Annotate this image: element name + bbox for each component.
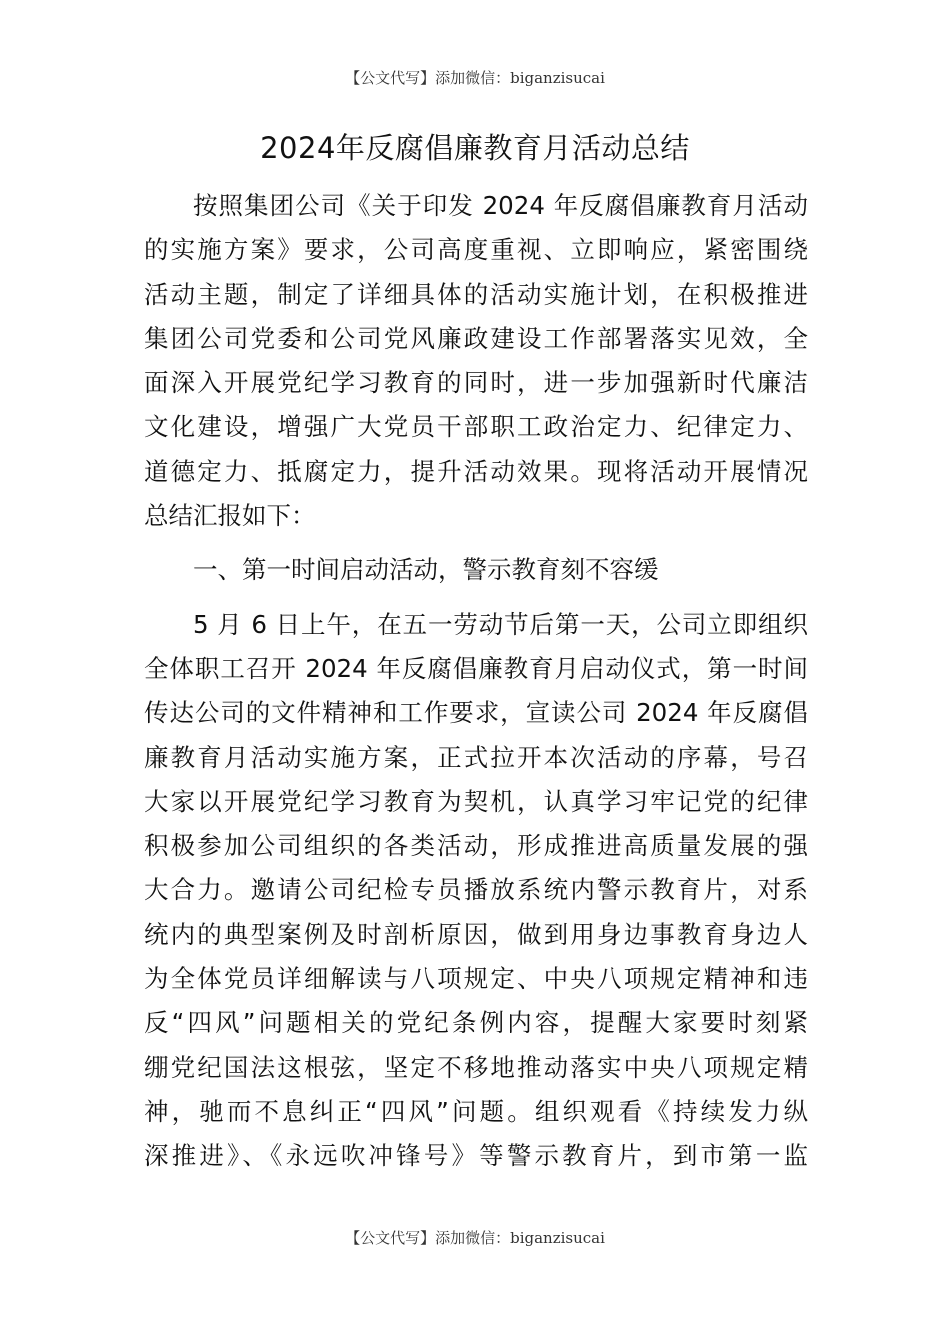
paragraph-intro <box>144 184 808 538</box>
text-line: 深推进》、《永远吹冲锋号》等警示教育片，到市第一监 <box>144 1141 808 1171</box>
text-line: 统内的典型案例及时剖析原因，做到用身边事教育身边人 <box>144 919 808 949</box>
text-line: 积极参加公司组织的各类活动，形成推进高质量发展的强 <box>144 831 808 861</box>
text-line: 廉教育月活动实施方案，正式拉开本次活动的序幕，号召 <box>144 742 808 772</box>
text-line: 文化建设，增强广大党员干部职工政治定力、纪律定力、 <box>144 412 808 442</box>
page-header-watermark: 【公文代写】添加微信：biganzisucai <box>345 69 605 87</box>
text-line: 道德定力、抵腐定力，提升活动效果。现将活动开展情况 <box>144 456 808 486</box>
section-heading-text: 一、第一时间启动活动，警示教育刻不容缓 <box>193 555 659 585</box>
text-line: 为全体党员详细解读与八项规定、中央八项规定精神和违 <box>144 964 808 994</box>
text-line: 大家以开展党纪学习教育为契机，认真学习牢记党的纪律 <box>144 786 808 816</box>
text-line: 大合力。邀请公司纪检专员播放系统内警示教育片，对系 <box>144 875 808 905</box>
section-heading-1 <box>144 548 808 592</box>
text-line: 5 月 6 日上午，在五一劳动节后第一天，公司立即组织 <box>193 609 808 639</box>
text-line: 绷党纪国法这根弦，坚定不移地推动落实中央八项规定精 <box>144 1052 808 1082</box>
text-line: 面深入开展党纪学习教育的同时，进一步加强新时代廉洁 <box>144 368 808 398</box>
paragraph-section-1 <box>144 603 808 1179</box>
text-line: 总结汇报如下： <box>144 501 316 531</box>
text-line: 全体职工召开 2024 年反腐倡廉教育月启动仪式，第一时间 <box>144 653 808 683</box>
text-line: 传达公司的文件精神和工作要求，宣读公司 2024 年反腐倡 <box>144 698 808 728</box>
text-line: 反“四风”问题相关的党纪条例内容，提醒大家要时刻紧 <box>144 1008 808 1038</box>
text-line: 活动主题，制定了详细具体的活动实施计划，在积极推进 <box>144 279 808 309</box>
text-line: 集团公司党委和公司党风廉政建设工作部署落实见效，全 <box>144 323 808 353</box>
text-line: 神，驰而不息纠正“四风”问题。组织观看《持续发力纵 <box>144 1096 808 1126</box>
text-line: 的实施方案》要求，公司高度重视、立即响应，紧密围绕 <box>144 235 808 265</box>
document-body <box>144 184 808 1179</box>
text-line: 按照集团公司《关于印发 2024 年反腐倡廉教育月活动 <box>193 191 808 220</box>
document-title: 2024年反腐倡廉教育月活动总结 <box>260 131 690 165</box>
page-footer-watermark: 【公文代写】添加微信：biganzisucai <box>345 1229 605 1247</box>
